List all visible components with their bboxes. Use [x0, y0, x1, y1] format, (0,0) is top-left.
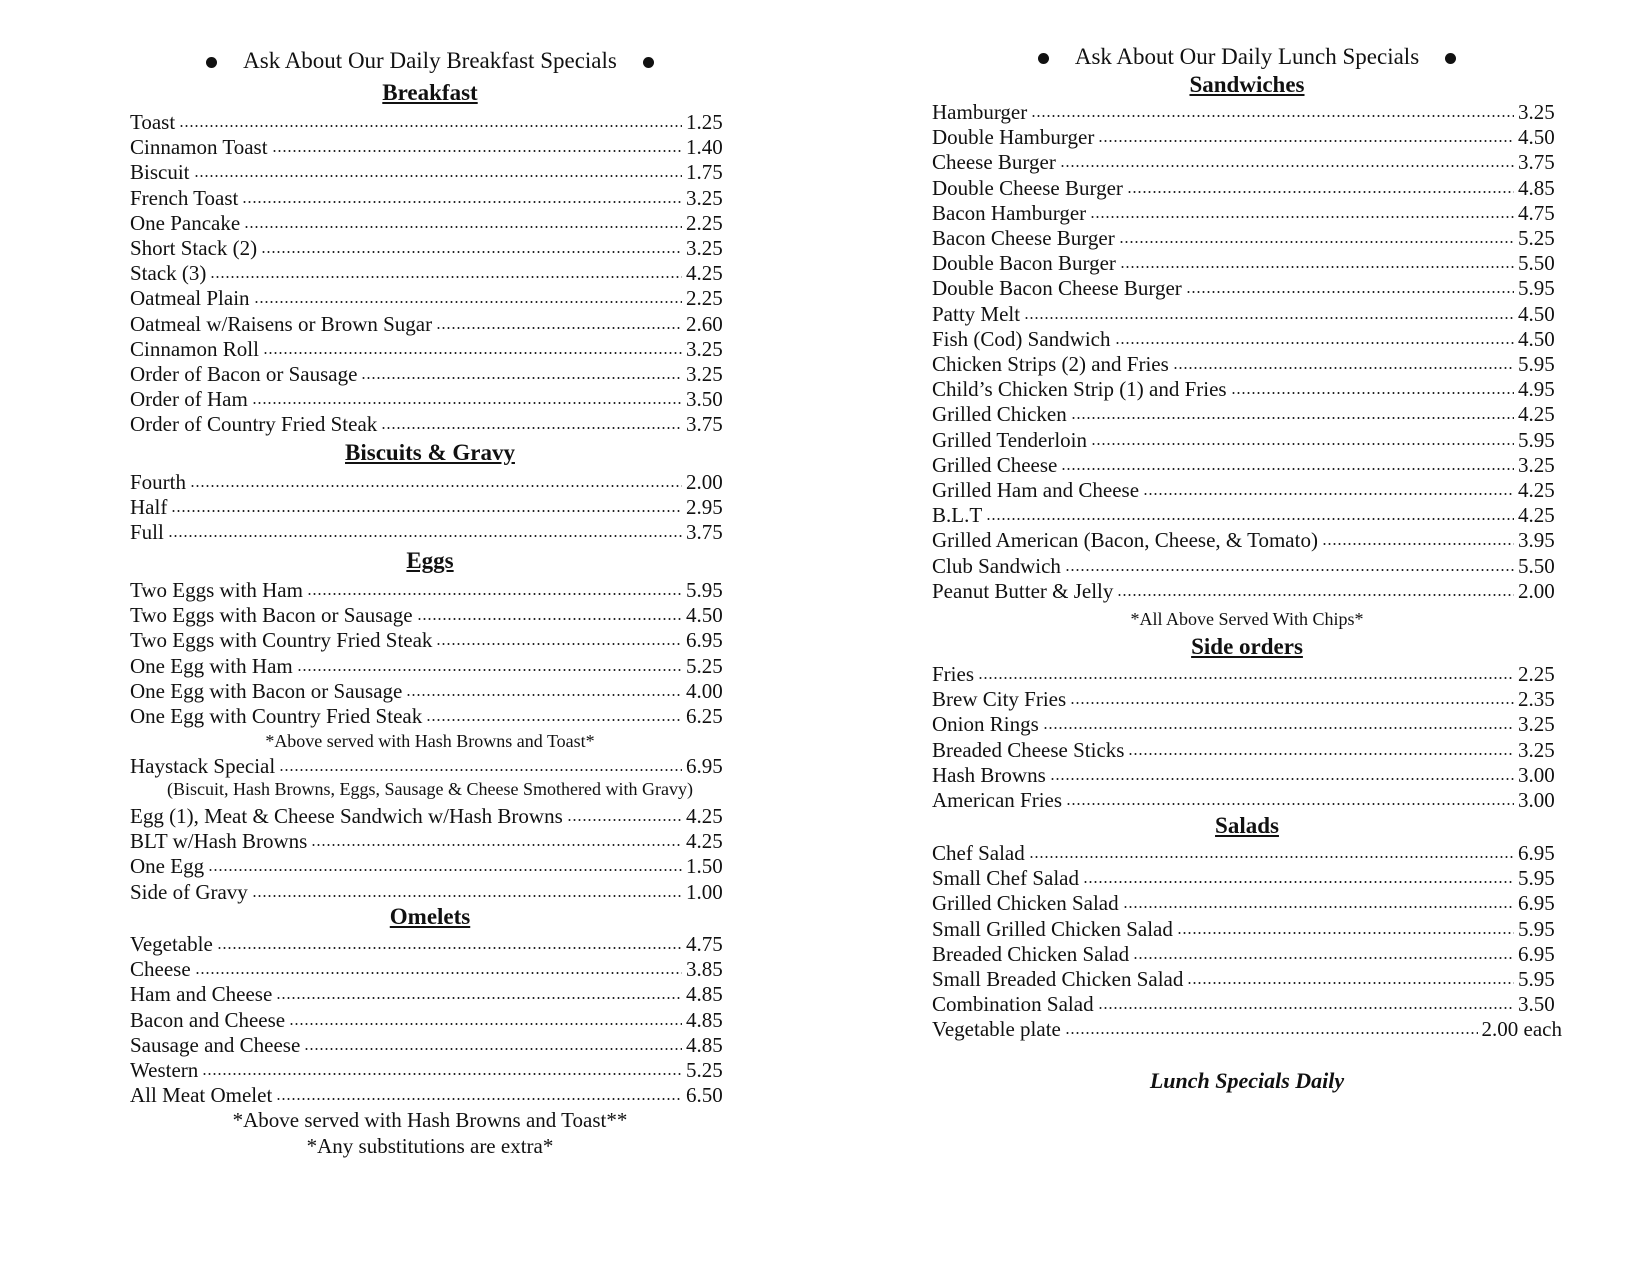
item-price: 4.85	[686, 982, 723, 1007]
section-heading-eggs: Eggs	[406, 548, 454, 573]
dot-leader	[1098, 1005, 1514, 1011]
item-price: 3.85	[686, 957, 723, 982]
menu-item	[130, 804, 730, 830]
item-name: Brew City Fries	[932, 687, 1067, 712]
dot-leader	[307, 591, 682, 597]
item-price: 3.50	[686, 387, 723, 412]
menu-item	[130, 186, 730, 212]
menu-item	[932, 125, 1562, 151]
dot-leader	[279, 767, 682, 773]
item-price: 4.50	[1518, 326, 1555, 351]
menu-item	[932, 528, 1562, 554]
dot-leader	[202, 1071, 682, 1077]
item-name: Small Grilled Chicken Salad	[932, 916, 1173, 941]
menu-item	[932, 917, 1562, 943]
item-price: 5.95	[1518, 427, 1555, 452]
dot-leader	[254, 299, 682, 305]
dot-leader	[1186, 289, 1514, 295]
menu-item	[130, 829, 730, 855]
served-with-chips-note: *All Above Served With Chips*	[1130, 609, 1364, 629]
lunch-specials-footer: Lunch Specials Daily	[1149, 1068, 1345, 1093]
dot-leader	[426, 717, 682, 723]
item-name: Short Stack (2)	[130, 236, 258, 260]
item-name: Fish (Cod) Sandwich	[932, 326, 1111, 351]
item-name: One Egg with Ham	[130, 653, 293, 678]
item-name: Vegetable	[130, 932, 213, 956]
dot-leader	[1061, 466, 1514, 472]
menu-item	[932, 866, 1562, 892]
item-name: Cinnamon Toast	[130, 135, 268, 160]
item-name: Grilled Tenderloin	[932, 427, 1088, 452]
item-price: 3.75	[686, 520, 723, 545]
item-name: Grilled Cheese	[932, 452, 1058, 477]
item-price: 6.95	[1518, 941, 1555, 966]
item-price: 3.25	[1518, 452, 1555, 477]
item-name: Grilled American (Bacon, Cheese, & Tomato)	[932, 528, 1318, 553]
served-with-note: *Above served with Hash Browns and Toast*	[265, 731, 595, 751]
dot-leader	[244, 224, 682, 230]
item-price: 4.85	[686, 1032, 723, 1057]
dot-leader	[986, 516, 1514, 522]
dot-leader	[168, 533, 682, 539]
item-name: Oatmeal w/Raisens or Brown Sugar	[130, 311, 433, 336]
item-price: 3.25	[686, 362, 723, 386]
menu-item	[932, 100, 1562, 126]
menu-item	[130, 520, 730, 546]
item-price: 3.25	[686, 336, 723, 361]
menu-item	[932, 503, 1562, 529]
item-name: Order of Bacon or Sausage	[130, 362, 358, 386]
dot-leader	[190, 483, 682, 489]
item-price: 3.25	[1518, 100, 1555, 124]
item-price: 4.75	[686, 932, 723, 956]
item-name: Hamburger	[932, 100, 1028, 124]
item-name: Order of Ham	[130, 387, 248, 412]
item-price: 4.00	[686, 678, 723, 703]
item-name: Hash Browns	[932, 762, 1046, 787]
dot-leader	[1173, 365, 1514, 371]
item-price: 4.25	[686, 804, 723, 828]
menu-item	[932, 788, 1562, 814]
dot-leader	[436, 325, 682, 331]
item-price: 6.95	[1518, 841, 1555, 865]
menu-item	[130, 754, 730, 780]
item-name: Grilled Chicken Salad	[932, 891, 1119, 916]
item-price: 3.50	[1518, 992, 1555, 1017]
item-name: Fries	[932, 662, 974, 686]
item-price: 5.95	[1518, 352, 1555, 376]
dot-leader	[210, 274, 682, 280]
dot-leader	[276, 1096, 682, 1102]
item-name: B.L.T	[932, 503, 983, 528]
item-name: Grilled Chicken	[932, 402, 1067, 427]
item-price: 5.25	[686, 1058, 723, 1082]
item-price: 2.35	[1518, 687, 1555, 712]
menu-item	[932, 763, 1562, 789]
item-name: One Pancake	[130, 210, 241, 235]
item-name: Breaded Chicken Salad	[932, 941, 1130, 966]
item-price: 5.95	[1518, 276, 1555, 301]
item-price: 2.25	[1518, 662, 1555, 686]
menu-item	[932, 352, 1562, 378]
dot-leader	[1065, 567, 1514, 573]
item-price: 4.95	[1518, 377, 1555, 402]
menu-item	[130, 1008, 730, 1034]
menu-item	[130, 854, 730, 880]
menu-item	[130, 286, 730, 312]
item-name: Cinnamon Roll	[130, 336, 259, 361]
item-name: Side of Gravy	[130, 879, 248, 904]
daily-specials-text: Ask About Our Daily Lunch Specials	[1074, 44, 1420, 69]
item-name: All Meat Omelet	[130, 1083, 273, 1108]
menu-item	[130, 362, 730, 388]
section-heading-omelets: Omelets	[389, 904, 471, 929]
menu-item	[130, 337, 730, 363]
menu-item	[130, 932, 730, 958]
item-name: Patty Melt	[932, 301, 1021, 326]
item-name: Bacon and Cheese	[130, 1007, 286, 1032]
item-price: 4.85	[1518, 175, 1555, 200]
dot-leader	[1322, 541, 1514, 547]
item-name: Oatmeal Plain	[130, 286, 250, 311]
item-price: 2.60	[686, 311, 723, 336]
dot-leader	[194, 173, 682, 179]
dot-leader	[311, 842, 682, 848]
menu-item	[932, 738, 1562, 764]
menu-item	[130, 578, 730, 604]
dot-leader	[1060, 163, 1514, 169]
menu-item	[932, 992, 1562, 1018]
dot-leader	[1177, 930, 1514, 936]
item-price: 2.25	[686, 286, 723, 311]
dot-leader	[417, 616, 682, 622]
section-heading-biscuits-gravy: Biscuits & Gravy	[345, 440, 515, 465]
menu-item	[130, 1083, 730, 1109]
item-name: Double Bacon Burger	[932, 251, 1116, 276]
dot-leader	[261, 249, 682, 255]
menu-item	[130, 704, 730, 730]
item-price: 3.75	[686, 412, 723, 437]
dot-leader	[1128, 751, 1514, 757]
item-name: Bacon Hamburger	[932, 200, 1087, 225]
menu-item	[932, 712, 1562, 738]
served-with-note: *Above served with Hash Browns and Toast**	[232, 1108, 628, 1132]
dot-leader	[304, 1046, 682, 1052]
item-name: BLT w/Hash Browns	[130, 829, 308, 854]
menu-item	[130, 1033, 730, 1059]
dot-leader	[171, 508, 682, 514]
menu-item	[932, 302, 1562, 328]
item-name: Peanut Butter & Jelly	[932, 578, 1114, 603]
item-price: 1.50	[686, 854, 723, 879]
item-name: Two Eggs with Ham	[130, 578, 303, 602]
dot-leader	[263, 350, 682, 356]
item-name: Double Cheese Burger	[932, 175, 1123, 200]
item-price: 3.00	[1518, 762, 1555, 787]
item-price: 3.00	[1518, 788, 1555, 812]
dot-leader	[252, 893, 682, 899]
item-name: Full	[130, 520, 164, 545]
dot-leader	[1231, 390, 1514, 396]
bullet-icon	[1445, 53, 1456, 64]
item-name: Small Chef Salad	[932, 866, 1079, 891]
item-price: 5.50	[1518, 553, 1555, 578]
item-price: 6.95	[686, 628, 723, 653]
item-price: 5.25	[1518, 226, 1555, 250]
item-price: 2.95	[686, 495, 723, 520]
menu-item	[130, 236, 730, 262]
item-price: 3.25	[686, 185, 723, 210]
item-price: 4.25	[686, 829, 723, 854]
item-price: 3.25	[1518, 712, 1555, 737]
item-name: Two Eggs with Bacon or Sausage	[130, 603, 413, 628]
dot-leader	[1029, 854, 1514, 860]
menu-item	[932, 1017, 1562, 1043]
item-price: 2.00	[686, 470, 723, 494]
item-name: Combination Salad	[932, 992, 1094, 1017]
menu-item	[932, 276, 1562, 302]
menu-item	[932, 967, 1562, 993]
dot-leader	[1043, 725, 1514, 731]
menu-item	[932, 402, 1562, 428]
item-price: 2.00	[1518, 578, 1555, 603]
dot-leader	[1024, 315, 1514, 321]
menu-item	[932, 554, 1562, 580]
item-price: 3.25	[1518, 737, 1555, 762]
item-name: Breaded Cheese Sticks	[932, 737, 1125, 762]
item-price: 1.40	[686, 135, 723, 160]
menu-item	[130, 312, 730, 338]
daily-specials-note	[130, 48, 730, 74]
item-name: Sausage and Cheese	[130, 1032, 301, 1057]
item-price: 6.25	[686, 704, 723, 728]
menu-item	[130, 470, 730, 496]
daily-specials-text: Ask About Our Daily Breakfast Specials	[243, 48, 617, 73]
dot-leader	[1120, 264, 1514, 270]
item-price: 4.25	[1518, 478, 1555, 502]
menu-item	[130, 628, 730, 654]
item-price: 5.95	[686, 578, 723, 602]
menu-item	[130, 957, 730, 983]
item-price: 6.95	[1518, 891, 1555, 916]
dot-leader	[1066, 801, 1514, 807]
item-name: Half	[130, 495, 168, 520]
item-name: Double Bacon Cheese Burger	[932, 276, 1182, 301]
menu-item	[932, 377, 1562, 403]
item-price: 4.85	[686, 1007, 723, 1032]
dot-leader	[1031, 113, 1514, 119]
item-name: Child’s Chicken Strip (1) and Fries	[932, 377, 1227, 402]
menu-item	[130, 982, 730, 1008]
item-name: Cheese	[130, 957, 191, 982]
item-name: Small Breaded Chicken Salad	[932, 967, 1184, 991]
section-heading-sandwiches: Sandwiches	[1189, 72, 1305, 97]
menu-item	[932, 687, 1562, 713]
dot-leader	[179, 123, 682, 129]
dot-leader	[1071, 415, 1514, 421]
item-name: Cheese Burger	[932, 150, 1056, 175]
item-price: 2.25	[686, 210, 723, 235]
menu-item	[130, 679, 730, 705]
bullet-icon	[206, 57, 217, 68]
menu-item	[932, 579, 1562, 605]
dot-leader	[272, 148, 682, 154]
dot-leader	[1115, 340, 1515, 346]
item-name: Bacon Cheese Burger	[932, 226, 1115, 250]
substitutions-note: *Any substitutions are extra*	[306, 1134, 554, 1158]
item-name: One Egg	[130, 854, 205, 879]
item-name: Grilled Ham and Cheese	[932, 478, 1140, 502]
haystack-description: (Biscuit, Hash Browns, Eggs, Sausage & Cheese Smothered with Gravy)	[167, 779, 693, 799]
menu-item	[130, 603, 730, 629]
dot-leader	[1143, 491, 1514, 497]
item-price: 5.50	[1518, 251, 1555, 276]
menu-item	[932, 891, 1562, 917]
menu-item	[932, 327, 1562, 353]
item-name: French Toast	[130, 185, 239, 210]
dot-leader	[208, 867, 682, 873]
item-name: Haystack Special	[130, 754, 276, 778]
section-heading-breakfast: Breakfast	[382, 80, 478, 105]
item-price: 1.75	[686, 160, 723, 185]
item-price: 3.95	[1518, 528, 1555, 553]
item-name: Fourth	[130, 470, 187, 494]
item-price: 4.25	[1518, 402, 1555, 427]
item-name: Western	[130, 1058, 199, 1082]
dot-leader	[276, 995, 682, 1001]
item-name: Ham and Cheese	[130, 982, 273, 1007]
dot-leader	[217, 945, 682, 951]
item-name: Vegetable plate	[932, 1017, 1061, 1042]
item-name: Order of Country Fried Steak	[130, 412, 378, 437]
menu-item	[932, 478, 1562, 504]
dot-leader	[1133, 955, 1514, 961]
item-price: 6.50	[686, 1083, 723, 1108]
item-price: 4.25	[686, 261, 723, 286]
item-price: 4.25	[1518, 503, 1555, 528]
dot-leader	[1117, 592, 1514, 598]
menu-item	[932, 428, 1562, 454]
dot-leader	[381, 425, 682, 431]
menu-item	[130, 135, 730, 161]
item-price: 5.25	[686, 653, 723, 678]
dot-leader	[1083, 879, 1514, 885]
daily-specials-note	[932, 44, 1562, 70]
dot-leader	[1119, 239, 1514, 245]
item-name: Chicken Strips (2) and Fries	[932, 352, 1169, 376]
item-name: Club Sandwich	[932, 553, 1061, 578]
dot-leader	[1187, 980, 1514, 986]
dot-leader	[1091, 441, 1514, 447]
item-price: 4.50	[1518, 301, 1555, 326]
dot-leader	[978, 675, 1514, 681]
item-name: Toast	[130, 110, 176, 134]
item-name: Double Hamburger	[932, 125, 1095, 150]
dot-leader	[1127, 189, 1514, 195]
dot-leader	[1090, 214, 1514, 220]
dot-leader	[567, 817, 682, 823]
item-price: 1.00	[686, 879, 723, 904]
item-price: 4.50	[1518, 125, 1555, 150]
bullet-icon	[643, 57, 654, 68]
item-price: 1.25	[686, 110, 723, 134]
menu-item	[130, 654, 730, 680]
menu-item	[932, 201, 1562, 227]
menu-item	[130, 261, 730, 287]
menu-item	[932, 662, 1562, 688]
item-name: Egg (1), Meat & Cheese Sandwich w/Hash Browns	[130, 804, 563, 828]
dot-leader	[242, 199, 682, 205]
dot-leader	[1050, 776, 1514, 782]
item-name: One Egg with Country Fried Steak	[130, 704, 423, 728]
item-name: Stack (3)	[130, 261, 207, 286]
dot-leader	[1070, 700, 1514, 706]
menu-item	[130, 387, 730, 413]
item-name: Biscuit	[130, 160, 190, 185]
menu-item	[130, 211, 730, 237]
dot-leader	[195, 970, 682, 976]
item-price: 5.95	[1518, 916, 1555, 941]
item-price: 6.95	[686, 754, 723, 778]
menu-item	[932, 841, 1562, 867]
menu-item	[130, 880, 730, 906]
menu-item	[932, 251, 1562, 277]
menu-item	[932, 942, 1562, 968]
item-name: Two Eggs with Country Fried Steak	[130, 628, 433, 653]
menu-item	[130, 110, 730, 136]
bullet-icon	[1038, 53, 1049, 64]
section-heading-side-orders: Side orders	[1191, 634, 1303, 659]
menu-item	[130, 160, 730, 186]
dot-leader	[436, 641, 682, 647]
item-name: Chef Salad	[932, 841, 1025, 865]
item-name: One Egg with Bacon or Sausage	[130, 678, 403, 703]
item-price: 3.75	[1518, 150, 1555, 175]
menu-item	[932, 150, 1562, 176]
item-name: Onion Rings	[932, 712, 1039, 737]
section-heading-salads: Salads	[1215, 813, 1279, 838]
dot-leader	[1065, 1030, 1478, 1036]
dot-leader	[1123, 904, 1514, 910]
item-price: 3.25	[686, 236, 723, 260]
item-price: 5.95	[1518, 866, 1555, 891]
item-name: American Fries	[932, 788, 1063, 812]
item-price: 4.50	[686, 603, 723, 628]
dot-leader	[361, 375, 682, 381]
menu-item	[932, 226, 1562, 252]
item-price: 2.00 each	[1481, 1017, 1562, 1042]
menu-item	[130, 495, 730, 521]
dot-leader	[252, 400, 682, 406]
menu-item	[932, 176, 1562, 202]
dot-leader	[289, 1021, 682, 1027]
dot-leader	[1098, 138, 1514, 144]
dot-leader	[297, 667, 682, 673]
menu-item	[932, 453, 1562, 479]
dot-leader	[406, 692, 682, 698]
menu-item	[130, 412, 730, 438]
menu-item	[130, 1058, 730, 1084]
item-price: 4.75	[1518, 200, 1555, 225]
item-price: 5.95	[1518, 967, 1555, 991]
